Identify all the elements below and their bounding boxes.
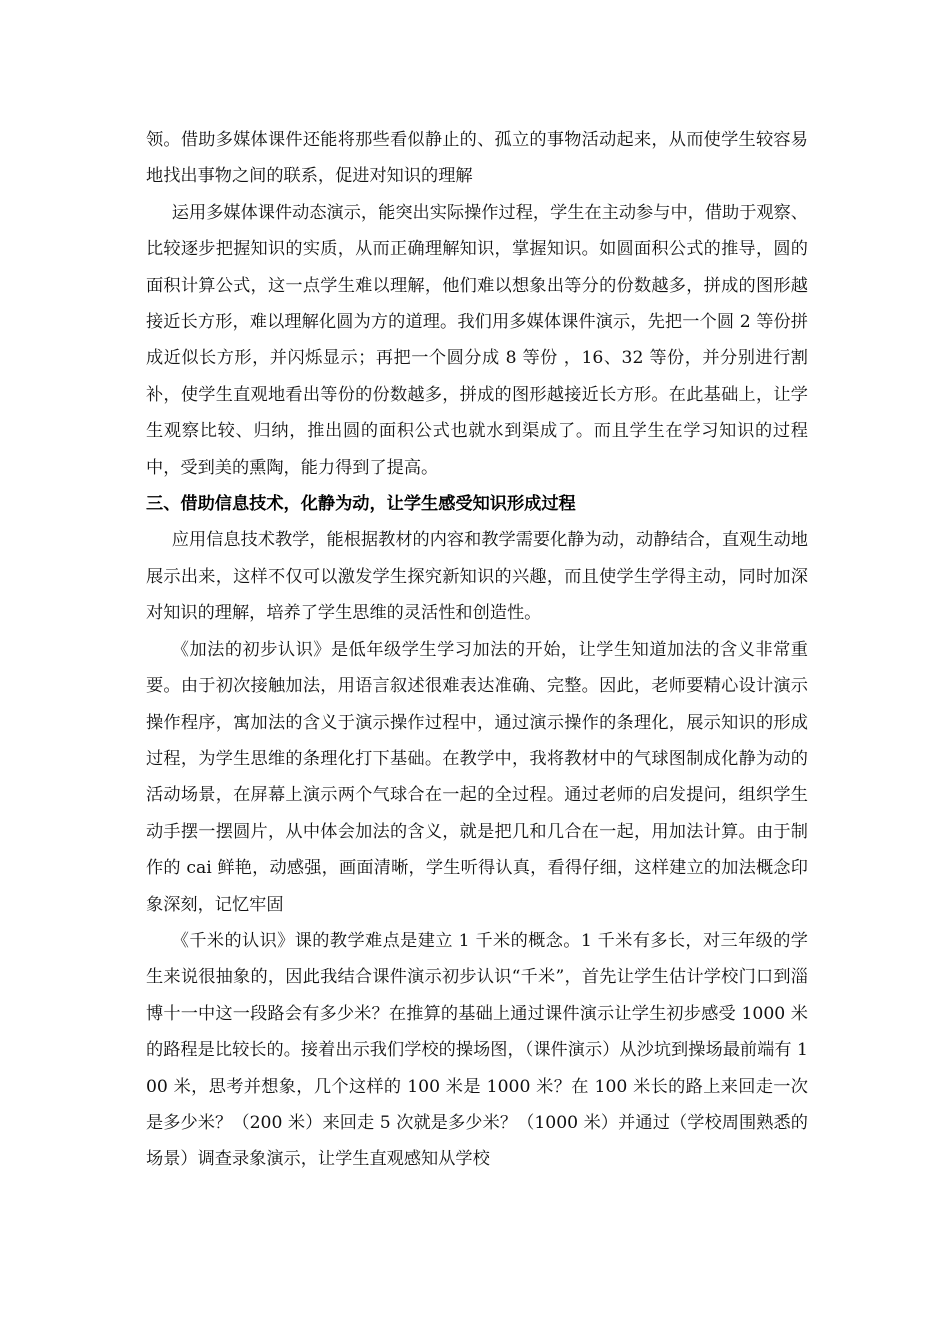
- paragraph-addition-lesson: 《加法的初步认识》是低年级学生学习加法的开始，让学生知道加法的含义非常重要。由于初次接触加法，用语言叙述很难表达准确、完整。因此，老师要精心设计演示操作程序，寓加法的含义于演示操作过程中，通过演示操作的条理化，展示知识的形成过程，为学生思维的条理化打下基础。在教学中，我将教材中的气球图制成化静为动的活动场景，在屏幕上演示两个气球合在一起的全过程。通过老师的启发提问，组织学生动手摆一摆圆片，从中体会加法的含义，就是把几和几合在一起，用加法计算。由于制作的 cai 鲜艳，动感强，画面清晰，学生听得认真，看得仔细，这样建立的加法概念印象深刻，记忆牢固: [146, 639, 808, 915]
- document-body: [146, 122, 808, 1178]
- paragraph-continued: 领。借助多媒体课件还能将那些看似静止的、孤立的事物活动起来，从而使学生较容易地找出事物之间的联系，促进对知识的理解: [146, 130, 808, 187]
- paragraph-info-tech-teaching: 应用信息技术教学，能根据教材的内容和教学需要化静为动，动静结合，直观生动地展示出来，这样不仅可以激发学生探究新知识的兴趣，而且使学生学得主动，同时加深对知识的理解，培养了学生思维的灵活性和创造性。: [146, 530, 808, 624]
- paragraph-dynamic-demo: 运用多媒体课件动态演示，能突出实际操作过程，学生在主动参与中，借助于观察、比较逐步把握知识的实质，从而正确理解知识，掌握知识。如圆面积公式的推导，圆的面积计算公式，这一点学生难以理解，他们难以想象出等分的份数越多，拼成的图形越接近长方形，难以理解化圆为方的道理。我们用多媒体课件演示，先把一个圆 2 等份拼成近似长方形，并闪烁显示；再把一个圆分成 8 等份 ，16、32 等份，并分别进行割补，使学生直观地看出等份的份数越多，拼成的图形越接近长方形。在此基础上，让学生观察比较、归纳，推出圆的面积公式也就水到渠成了。而且学生在学习知识的过程中，受到美的熏陶，能力得到了提高。: [146, 202, 808, 478]
- section-heading-3: 三、借助信息技术，化静为动，让学生感受知识形成过程: [146, 494, 576, 515]
- paragraph-kilometer-lesson: 《千米的认识》课的教学难点是建立 1 千米的概念。1 千米有多长，对三年级的学生来说很抽象的，因此我结合课件演示初步认识“千米”，首先让学生估计学校门口到淄博十一中这一段路会有多少米？在推算的基础上通过课件演示让学生初步感受 1000 米的路程是比较长的。接着出示我们学校的操场图，（课件演示）从沙坑到操场最前端有 100 米，思考并想象，几个这样的 100 米是 1000 米？在 100 米长的路上来回走一次是多少米？（200 米）来回走 5 次就是多少米？（1000 米）并通过（学校周围熟悉的场景）调查录象演示，让学生直观感知从学校: [146, 930, 808, 1170]
